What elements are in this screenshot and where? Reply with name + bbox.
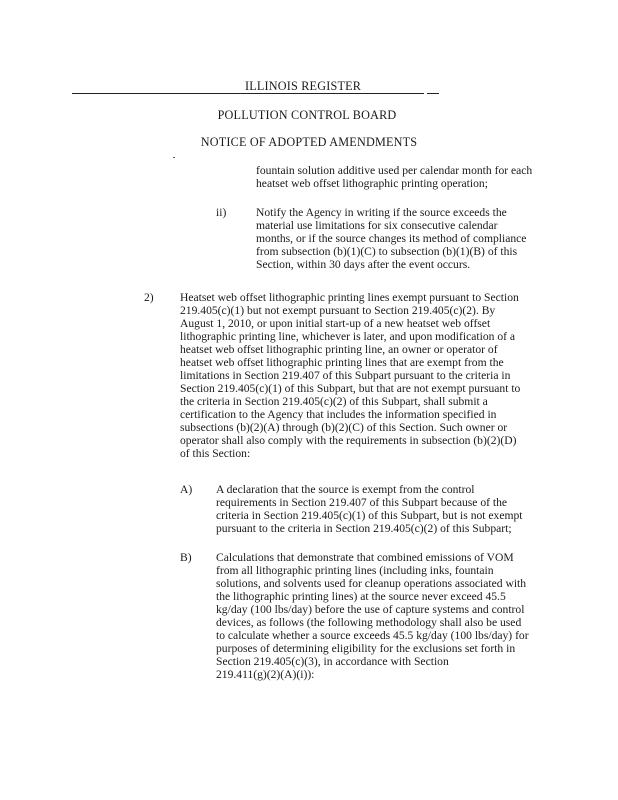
text-line: purposes of determining eligibility for the exclusions set forth in (216, 642, 516, 655)
text-line: Section 219.405(c)(3), in accordance with Section (216, 655, 449, 668)
text-line: of this Section: (180, 447, 251, 460)
text-line: solutions, and solvents used for cleanup operations associated with (216, 577, 527, 590)
text-line: to calculate whether a source exceeds 45.5 kg/day (100 lbs/day) for (216, 629, 529, 642)
item-b-paragraph (216, 551, 529, 681)
item-2-label: 2) (144, 291, 154, 304)
header-rule (72, 93, 424, 94)
item-2-paragraph (180, 291, 520, 460)
text-line: kg/day (100 lbs/day) before the use of capture systems and control (216, 603, 525, 616)
notice-title: NOTICE OF ADOPTED AMENDMENTS (200, 135, 418, 149)
text-line: Heatset web offset lithographic printing lines exempt pursuant to Section (180, 291, 519, 304)
text-line: A declaration that the source is exempt from the control (216, 483, 475, 496)
text-line: criteria in Section 219.405(c)(1) of this Subpart, but is not exempt (216, 509, 523, 522)
text-line: subsections (b)(2)(A) through (b)(2)(C) of this Section. Such owner or (180, 421, 508, 434)
header-rule-end (427, 93, 439, 94)
text-line: August 1, 2010, or upon initial start-up of a new heatset web offset (180, 317, 491, 330)
text-line: heatset web offset lithographic printing lines that are exempt from the (180, 356, 504, 369)
text-line: devices, as follows (the following methodology shall also be used (216, 616, 522, 629)
item-ii-paragraph (256, 206, 526, 271)
register-title: ILLINOIS REGISTER (244, 79, 362, 93)
item-ii-label: ii) (216, 206, 227, 219)
text-line: months, or if the source changes its method of compliance (256, 232, 527, 245)
text-line: requirements in Section 219.407 of this Subpart because of the (216, 496, 508, 509)
text-line: heatset web offset lithographic printing operation; (256, 177, 488, 190)
text-line: the criteria in Section 219.405(c)(2) of this Subpart, shall submit a (180, 395, 488, 408)
text-line: heatset web offset lithographic printing line, an owner or operator of (180, 343, 498, 356)
text-line: Section, within 30 days after the event occurs. (256, 258, 471, 271)
text-line: from subsection (b)(1)(C) to subsection (b)(1)(B) of this (256, 245, 518, 258)
text-line: limitations in Section 219.407 of this Subpart pursuant to the criteria in (180, 369, 511, 382)
text-line: pursuant to the criteria in Section 219.405(c)(2) of this Subpart; (216, 522, 512, 535)
text-line: 219.405(c)(1) but not exempt pursuant to Section 219.405(c)(2). By (180, 304, 496, 317)
text-line: material use limitations for six consecutive calendar (256, 219, 498, 232)
text-line: the lithographic printing lines) at the source never exceed 45.5 (216, 590, 506, 603)
text-line: Calculations that demonstrate that combined emissions of VOM (216, 551, 514, 564)
text-line: fountain solution additive used per calendar month for each (256, 164, 533, 177)
continuation-paragraph (256, 164, 532, 190)
text-line: 219.411(g)(2)(A)(i)): (216, 668, 315, 681)
scan-speck (173, 157, 175, 158)
text-line: Section 219.405(c)(1) of this Subpart, but that are not exempt pursuant to (180, 382, 521, 395)
item-a-label: A) (180, 483, 193, 496)
board-title: POLLUTION CONTROL BOARD (217, 108, 397, 122)
text-line: from all lithographic printing lines (including inks, fountain (216, 564, 494, 577)
text-line: certification to the Agency that includes the information specified in (180, 408, 497, 421)
text-line: Notify the Agency in writing if the source exceeds the (256, 206, 507, 219)
item-b-label: B) (180, 551, 192, 564)
item-a-paragraph (216, 483, 523, 535)
text-line: lithographic printing line, whichever is later, and upon modification of a (180, 330, 516, 343)
text-line: operator shall also comply with the requirements in subsection (b)(2)(D) (180, 434, 517, 447)
